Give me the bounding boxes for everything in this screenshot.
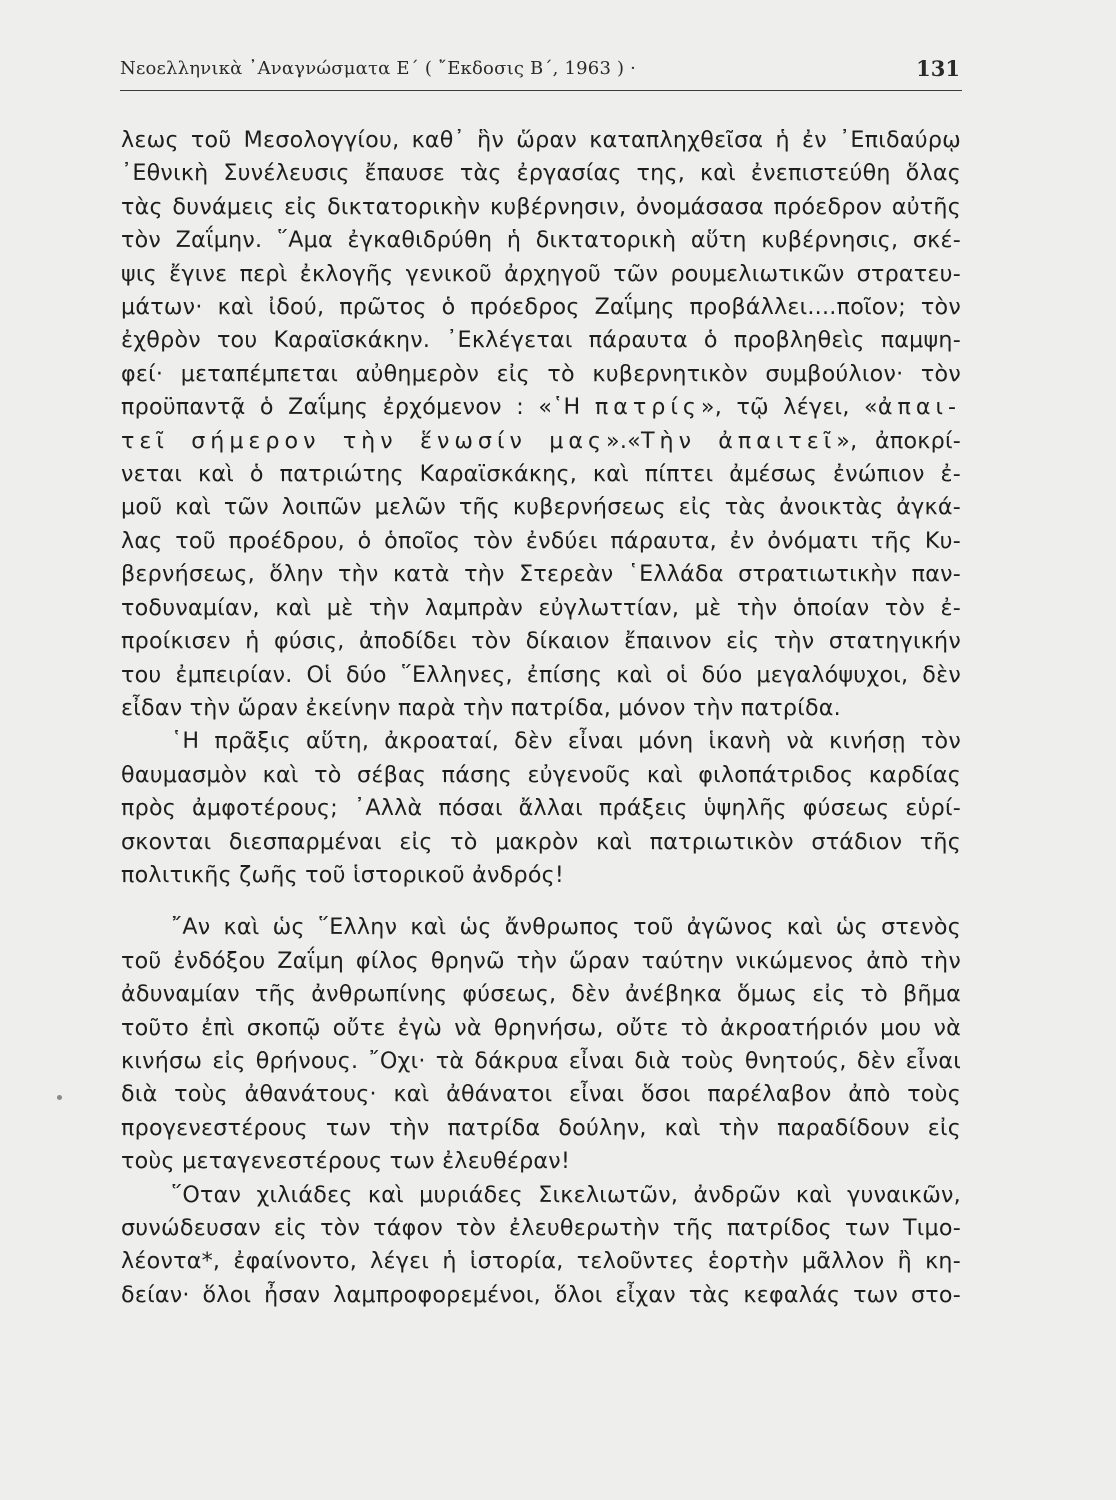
text-line: πρὸς ἀμφοτέρους; ᾽Αλλὰ πόσαι ἄλλαι πράξεις ὑψηλῆς φύσεως εὑρί- [121, 795, 961, 822]
text-line: τὰς δυνάμεις εἰς δικτατορικὴν κυβέρνησιν, ὀνομάσασα πρόεδρον αὐτῆς [121, 193, 961, 220]
text-line: τοὺς μεταγενεστέρους των ἐλευθέραν! [121, 1148, 571, 1175]
text-line: ῾Η πρᾶξις αὕτη, ἀκροαταί, δὲν εἶναι μόνη ἱκανὴ νὰ κινήσῃ τὸν [171, 728, 961, 755]
text-line: σκονται διεσπαρμέναι εἰς τὸ μακρὸν καὶ πατριωτικὸν στάδιον τῆς [121, 828, 961, 855]
text-segment: ».« [606, 427, 641, 454]
book-title: Νεοελληνικὰ ᾽Αναγνώσματα Ε´ ( ῎Εκδοσις Β´, 1963 ) · [120, 58, 637, 79]
spaced-emphasis: ἀπαι- [877, 394, 961, 421]
text-line: μάτων· καὶ ἰδού, πρῶτος ὁ πρόεδρος Ζαΐμης προβάλλει....ποῖον; τὸν [121, 294, 961, 321]
spaced-emphasis: τεῖ σήμερον τὴν ἕνωσίν μας [121, 427, 606, 454]
text-line: προίκισεν ἡ φύσις, ἀποδίδει τὸν δίκαιον ἔπαινον εἰς τὴν στατηγικήν [121, 628, 961, 655]
text-line: ἀδυναμίαν τῆς ἀνθρωπίνης φύσεως, δὲν ἀνέβηκα ὅμως εἰς τὸ βῆμα [121, 981, 961, 1008]
text-line: φεί· μεταπέμπεται αὐθημερὸν εἰς τὸ κυβερνητικὸν συμβούλιον· τὸν [121, 360, 961, 387]
text-line: προγενεστέρους των τὴν πατρίδα δούλην, καὶ τὴν παραδίδουν εἰς [121, 1114, 961, 1141]
text-line: ψις ἔγινε περὶ ἐκλογῆς γενικοῦ ἀρχηγοῦ τῶν ρουμελιωτικῶν στρατευ- [121, 260, 961, 287]
text-line: θαυμασμὸν καὶ τὸ σέβας πάσης εὐγενοῦς καὶ φιλοπάτριδος καρδίας [121, 761, 961, 788]
text-line: κινήσω εἰς θρήνους. ῎Οχι· τὰ δάκρυα εἶναι διὰ τοὺς θνητούς, δὲν εἶναι [121, 1047, 961, 1074]
text-line: ᾽Εθνικὴ Συνέλευσις ἔπαυσε τὰς ἐργασίας της, καὶ ἐνεπιστεύθη ὅλας [121, 160, 961, 187]
text-line: νεται καὶ ὁ πατριώτης Καραϊσκάκης, καὶ πίπτει ἀμέσως ἐνώπιον ἐ- [121, 461, 961, 488]
text-line: ῞Οταν χιλιάδες καὶ μυριάδες Σικελιωτῶν, ἀνδρῶν καὶ γυναικῶν, [171, 1181, 961, 1208]
text-segment: », ἀποκρί- [836, 427, 961, 454]
text-line: συνώδευσαν εἰς τὸν τάφον τὸν ἐλευθερωτὴν τῆς πατρίδος των Τιμο- [121, 1215, 961, 1241]
text-segment: προϋπαντᾷ ὁ Ζαΐμης ἐρχόμενον : «῾Η [121, 394, 595, 421]
text-line: του ἐμπειρίαν. Οἱ δύο ῞Ελληνες, ἐπίσης καὶ οἱ δύο μεγαλόψυχοι, δὲν [121, 661, 961, 688]
text-line [121, 425, 961, 458]
text-line: ἐχθρὸν του Καραϊσκάκην. ᾽Εκλέγεται πάραυτα ὁ προβληθεὶς παμψη- [121, 327, 961, 354]
text-line: λεως τοῦ Μεσολογγίου, καθ᾽ ἣν ὥραν καταπληχθεῖσα ἡ ἐν ᾽Επιδαύρῳ [121, 127, 961, 153]
text-line: τοῦ ἐνδόξου Ζαΐμη φίλος θρηνῶ τὴν ὥραν ταύτην νικώμενος ἀπὸ τὴν [121, 947, 961, 974]
text-line: εἶδαν τὴν ὥραν ἐκείνην παρὰ τὴν πατρίδα, μόνον τὴν πατρίδα. [121, 694, 841, 721]
text-line: μοῦ καὶ τῶν λοιπῶν μελῶν τῆς κυβερνήσεως εἰς τὰς ἀνοικτὰς ἀγκά- [121, 494, 961, 521]
text-line: τοδυναμίαν, καὶ μὲ τὴν λαμπρὰν εὐγλωττίαν, μὲ τὴν ὁποίαν τὸν ἐ- [121, 594, 961, 621]
text-line: λας τοῦ προέδρου, ὁ ὁποῖος τὸν ἐνδύει πάραυτα, ἐν ὀνόματι τῆς Κυ- [121, 527, 961, 554]
running-header [120, 56, 962, 91]
spaced-emphasis: πατρίς [594, 394, 701, 421]
text-line: πολιτικῆς ζωῆς τοῦ ἱστορικοῦ ἀνδρός! [121, 861, 565, 888]
text-line: ῎Αν καὶ ὡς ῞Ελλην καὶ ὡς ἄνθρωπος τοῦ ἀγῶνος καὶ ὡς στενὸς [171, 914, 961, 941]
text-line: τὸν Ζαΐμην. ῞Αμα ἐγκαθιδρύθη ἡ δικτατορικὴ αὕτη κυβέρνησις, σκέ- [121, 227, 961, 254]
text-line [121, 391, 961, 424]
text-line: λέοντα*, ἐφαίνοντο, λέγει ἡ ἱστορία, τελοῦντες ἑορτὴν μᾶλλον ἢ κη- [121, 1248, 961, 1275]
page-number: 131 [916, 56, 960, 81]
text-line: διὰ τοὺς ἀθανάτους· καὶ ἀθάνατοι εἶναι ὅσοι παρέλαβον ἀπὸ τοὺς [121, 1081, 961, 1108]
text-line: δείαν· ὅλοι ἦσαν λαμπροφορεμένοι, ὅλοι εἶχαν τὰς κεφαλάς των στο- [121, 1281, 961, 1308]
text-line: βερνήσεως, ὅλην τὴν κατὰ τὴν Στερεὰν ῾Ελλάδα στρατιωτικὴν παν- [121, 561, 961, 588]
text-line: τοῦτο ἐπὶ σκοπῷ οὔτε ἐγὼ νὰ θρηνήσω, οὔτε τὸ ἀκροατήριόν μου νὰ [121, 1014, 961, 1041]
body-text [121, 124, 961, 1312]
spaced-emphasis: Τὴν ἀπαιτεῖ [640, 427, 837, 454]
page-speck [57, 1095, 62, 1100]
text-segment: », τῷ λέγει, « [700, 394, 878, 421]
